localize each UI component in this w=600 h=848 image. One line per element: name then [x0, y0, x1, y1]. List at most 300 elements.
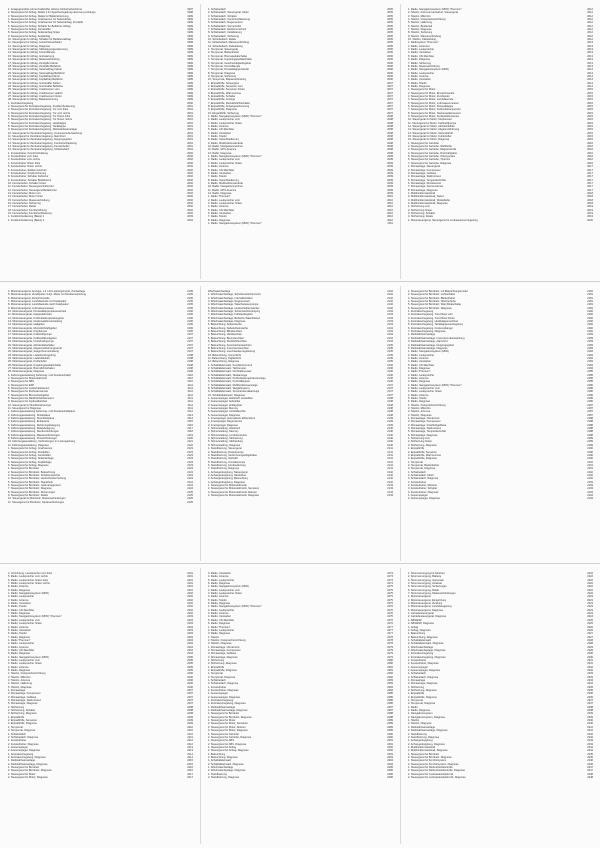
- toc-entry-title: 3. Radio, Lautsprecher: [408, 48, 435, 52]
- toc-entry-title: 1. Diebstahlwarnanlage: [8, 759, 36, 763]
- toc-entry-page: 2121: [187, 440, 193, 444]
- toc-entry-title: 2. Wischwaschanlage, Diagnose: [208, 769, 246, 773]
- toc-entry-page: 2005: [387, 34, 393, 38]
- toc-entry-page: 2007: [387, 88, 393, 92]
- toc-entry-page: 2201: [187, 585, 193, 589]
- toc-entry-title: 2. Diebstahlwarnanlage, Diagnose: [208, 709, 248, 713]
- toc-entry-title: 8. Wischwaschanlage, Beheizte Waschdusen: [208, 316, 261, 320]
- toc-entry-page: 2124: [187, 487, 193, 491]
- toc-entry-page: 2289: [387, 725, 393, 729]
- toc-entry-title: 4. Radio, Verstarker: [408, 360, 431, 364]
- toc-entry-page: 2002: [187, 188, 193, 192]
- toc-entry-title: 5. Motorsteuergerat, Diagnose: [408, 608, 444, 612]
- toc-entry-page: 2279: [387, 655, 393, 659]
- toc-entry-page: 2285: [387, 695, 393, 699]
- toc-entry-title: 10. Fahrzeugausstattung, Verbindungen im Leitungsstrang: [8, 440, 76, 444]
- toc-entry-title: 2. Schalttafeleinsatz, Diagnose: [208, 762, 244, 766]
- toc-entry-page: 2015: [587, 104, 593, 108]
- toc-entry-title: 3. Fensterheber, Schalter: [408, 487, 438, 491]
- toc-entry-page: 2141: [387, 453, 393, 457]
- toc-entry-page: 1999: [187, 51, 193, 55]
- toc-entry-page: 2017: [587, 188, 593, 192]
- toc-entry-title: 18. Steuergerat fur Airbag, Zundpille Beifahrer: [8, 64, 61, 68]
- toc-entry-title: 1. Steuergerat fur Getriebe: [408, 141, 439, 145]
- toc-entry-page: 2124: [187, 467, 193, 471]
- toc-entry-page: 2019: [587, 205, 593, 209]
- toc-entry-title: 2. Radio, Diagnose: [408, 709, 431, 713]
- toc-entry-page: 2008: [387, 115, 393, 118]
- toc-entry-title: 4. Steuergerat fur Motor, Diagnose: [208, 729, 248, 733]
- toc-entry-page: 2347: [587, 769, 593, 773]
- toc-entry-title: 6. Standheizung, Fernbedienung: [208, 463, 246, 467]
- toc-entry-page: 1999: [187, 81, 193, 85]
- toc-entry-page: 2341: [587, 729, 593, 733]
- toc-entry-page: 2124: [187, 470, 193, 474]
- toc-entry-page: 2188: [587, 433, 593, 437]
- toc-entry-page: 2001: [187, 115, 193, 118]
- page-divider: [0, 563, 600, 564]
- toc-entry-title: 2. Steuergerat fur Bordnetz, Diagnose: [408, 755, 452, 759]
- toc-entry-title: 11. Motorsteuergerat, Gaspedalmodul: [8, 313, 52, 317]
- toc-entry-page: 2133: [387, 316, 393, 320]
- toc-entry-page: 2107: [187, 343, 193, 347]
- toc-entry-title: 2. Tempomat, Bedienhebel: [208, 51, 239, 55]
- toc-entry-page: 2215: [187, 759, 193, 763]
- toc-entry-title: 3. Einparkhilfe, Diagnose: [8, 722, 37, 726]
- toc-entry-page: 2007: [387, 94, 393, 98]
- toc-entry-title: 3. Aussenspiegel, anklappbar: [208, 403, 242, 407]
- toc-entry-page: 2132: [387, 306, 393, 310]
- toc-entry-title: 3. Radio, Verstarker: [208, 572, 231, 575]
- toc-entry-page: 2341: [587, 725, 593, 729]
- toc-entry-title: 4. Radio, Antenne: [208, 595, 229, 599]
- toc-entry-page: 2009: [387, 181, 393, 185]
- toc-entry-page: 2002: [187, 175, 193, 179]
- toc-entry-title: 1. Klimaanlage, Steuergerat: [408, 165, 441, 169]
- toc-entry-title: 7. Motorsteuergerat, Lambdasonde vor Katalysator: [8, 300, 67, 304]
- toc-entry-page: 2201: [187, 578, 193, 582]
- toc-entry-page: 2008: [387, 135, 393, 139]
- toc-entry-title: 1. Aussenspiegel: [408, 493, 428, 497]
- toc-entry-title: 9. Telefon, Masseverbindung: [408, 34, 442, 38]
- toc-entry-page: 2286: [387, 702, 393, 706]
- toc-entry-title: 2. Radio, Lautsprecher vorn: [208, 588, 241, 592]
- toc-entry-title: 9. Radio, Diagnose: [8, 588, 31, 592]
- toc-entry-page: 2140: [387, 427, 393, 431]
- toc-entry-page: 2208: [187, 712, 193, 716]
- toc-entry-page: 2012: [587, 18, 593, 22]
- toc-entry-page: 2329: [587, 648, 593, 652]
- toc-entry-page: 1999: [187, 38, 193, 42]
- toc-entry-title: 1. Schiebedach: [8, 732, 26, 736]
- toc-entry-page: 2217: [187, 775, 193, 779]
- toc-entry-page: 2001: [187, 131, 193, 135]
- toc-entry-title: 2. Klimaanlage, Kompressor: [8, 692, 41, 696]
- toc-entry-title: 9. Fahrzeugausstattung, Plusverbindungen: [8, 437, 58, 441]
- toc-entry-title: 3. Steuergerat fur Motorelektronik, Aktoren: [208, 490, 257, 494]
- toc-entry-page: 2206: [187, 675, 193, 679]
- toc-entry-page: 2014: [587, 81, 593, 85]
- toc-entry-title: 4. Radio, Antenne: [408, 393, 429, 397]
- toc-entry-page: 2278: [387, 635, 393, 639]
- column-divider: [400, 568, 401, 844]
- toc-entry-title: 7. Wischwaschanlage, Fullstandsgeber: [208, 313, 253, 317]
- toc-entry-page: 2138: [387, 407, 393, 411]
- toc-entry-page: 2194: [587, 493, 593, 497]
- toc-entry-page: 2204: [187, 642, 193, 646]
- toc-entry-page: 2001: [187, 118, 193, 122]
- toc-entry-title: 14. Steuergerat fur Zentralverriegelung, Fensterheber: [8, 145, 70, 149]
- toc-entry-page: 2001: [187, 121, 193, 125]
- toc-entry-page: 2337: [587, 699, 593, 703]
- toc-entry-page: 2134: [387, 336, 393, 340]
- toc-entry-title: 1. Radio, Navigationssystem (MFD): [408, 350, 449, 354]
- toc-entry-page: 2001: [187, 108, 193, 112]
- toc-entry-title: 1. Fensterheber: [208, 685, 227, 689]
- toc-entry-title: 1. Airbag: [408, 625, 419, 629]
- toc-entry-page: 2108: [187, 366, 193, 370]
- toc-entry-page: 2274: [387, 582, 393, 586]
- toc-entry-title: 6. Telefon, Bedienteil: [408, 24, 433, 28]
- toc-entry-page: 2276: [387, 605, 393, 609]
- toc-entry-page: 2293: [387, 752, 393, 756]
- toc-entry-title: 2. Sitzverstellung, Memory: [208, 430, 239, 434]
- toc-entry-page: 2202: [187, 595, 193, 599]
- toc-entry-title: 10. Fensterheber, Schalter hinten: [8, 181, 47, 185]
- toc-entry-page: 2182: [587, 330, 593, 334]
- toc-entry-page: 2182: [587, 320, 593, 324]
- toc-entry-title: 8. Schiebedach, Initialisierung: [208, 31, 243, 35]
- toc-entry-title: 2. Steuergerat fur Motorelektronik: [8, 376, 47, 380]
- toc-entry-page: 2204: [187, 645, 193, 649]
- toc-entry-title: 9. Beleuchtung, Leuchtweitenregulierung: [208, 350, 256, 354]
- toc-entry-title: 6. Beleuchtung, Ruckfahrleuchten: [208, 340, 247, 344]
- toc-entry-page: 2015: [587, 121, 593, 125]
- toc-entry-title: 2. Steuergerat fur Airbag, Diagnose: [208, 749, 249, 753]
- toc-entry-page: 2192: [587, 470, 593, 474]
- toc-entry-page: 2016: [587, 151, 593, 155]
- toc-entry-title: 2. Schiebedach, Diagnose: [408, 675, 439, 679]
- toc-entry-page: 2119: [187, 433, 193, 437]
- toc-entry-title: 4. Tempomat, Kupplungspedalschalter: [208, 58, 253, 62]
- toc-entry-title: 1. Radio "Premium": [408, 370, 431, 374]
- toc-entry-title: 3. Klimaanlage, Geblase: [208, 652, 237, 656]
- toc-entry-title: 25. Motorsteuergerat, Kuhlerlufter: [8, 360, 47, 364]
- toc-entry-page: 2008: [387, 151, 393, 155]
- toc-entry-title: 2. Schalttafeleinsatz, Diagnose: [408, 642, 444, 646]
- toc-entry-title: 3. Fahrzeugausstattung, Stromlaufplane: [8, 417, 55, 421]
- toc-entry-title: 4. Multifunktionslenkrad, Diagnose: [408, 201, 448, 205]
- toc-entry-page: 2007: [387, 81, 393, 85]
- toc-entry-title: 7. Fahrzeugausstattung, Steckverbindungen: [8, 430, 59, 434]
- toc-entry-title: 11. Radio, GPS-Antenne: [208, 148, 237, 152]
- toc-entry-title: 2. Zentralverriegelung, Diagnose: [208, 702, 246, 706]
- toc-entry-page: 2181: [587, 300, 593, 304]
- toc-entry-page: 2017: [587, 178, 593, 182]
- toc-entry-page: 2002: [187, 185, 193, 189]
- toc-entry-title: 2. Radio, Lautsprecher vorn: [8, 658, 41, 662]
- toc-entry-page: 2335: [587, 689, 593, 693]
- toc-entry-title: 6. Fahrzeugausstattung, Relaisbelegung: [8, 427, 55, 431]
- toc-entry-title: 4. Sitzheizung, Relais: [408, 215, 433, 219]
- toc-entry-page: 2014: [587, 74, 593, 78]
- toc-entry-title: 5. Steuergerat fur Zentralverriegelung, Tur hinten links: [8, 115, 71, 118]
- toc-entry-title: 6. Radio, Lautsprecher hinten links: [8, 578, 48, 582]
- toc-entry-title: 6. Radio, CD-Wechsler: [8, 608, 35, 612]
- toc-entry-title: 2. Steuergerat fur Airbag, Relais 2 fur Speicherregelung Hemmung Anhange: [8, 11, 96, 15]
- toc-entry-title: 1. Einparkhilfe: [208, 665, 225, 669]
- toc-entry-page: 2111: [187, 383, 193, 387]
- toc-entry-page: 2342: [587, 732, 593, 736]
- toc-entry-title: 9. Radio, Multifunktionslenkrad: [208, 141, 244, 145]
- toc-entry-title: 1. Telefon: [208, 635, 220, 639]
- toc-entry-title: 4. Radio, CD-Wechsler: [8, 648, 35, 652]
- toc-entry-title: 6. Fensterheber, Einklemmschutz: [8, 168, 47, 172]
- toc-entry-title: 10. Motorsteuergerat, Drosselklappensteuereinheit: [8, 310, 67, 314]
- toc-entry-page: 2280: [387, 658, 393, 662]
- toc-entry-title: 28. Steuergerat fur Airbag, Batterietrennung: [8, 98, 59, 102]
- toc-entry-title: 1. Wischwaschanlage: [208, 765, 234, 769]
- toc-entry-page: 1999: [187, 61, 193, 65]
- toc-entry-page: 2190: [587, 457, 593, 461]
- toc-entry-title: 2. Sitzheizung, Diagnose: [408, 689, 437, 693]
- toc-entry-title: 4. Fensterheber, Diagnose: [408, 490, 439, 494]
- toc-entry-title: 5. Stromversorgung, Sicherungen: [408, 585, 447, 589]
- toc-entry-page: 2295: [387, 765, 393, 769]
- toc-entry-page: 2136: [387, 366, 393, 370]
- toc-entry-title: 11. Steuergerat fur Diagnose: [8, 407, 42, 411]
- toc-entry-page: 2183: [587, 336, 593, 340]
- toc-entry-page: 2014: [587, 84, 593, 88]
- toc-entry-title: 5. Steuergerat fur Bordnetz, Signalhorn: [8, 480, 54, 484]
- toc-entry-title: 14. Steuergerat fur Motor, Sekundarluft: [408, 131, 453, 135]
- toc-entry-title: 2. Radio, Lautsprecher vorn: [8, 618, 41, 622]
- toc-entry-title: 10. Telefon, Kabelstrang: [408, 38, 436, 42]
- toc-entry-page: 2002: [187, 191, 193, 195]
- toc-entry-page: 2284: [387, 689, 393, 693]
- toc-entry-page: 2193: [587, 490, 593, 494]
- toc-entry-title: 1. Tempomat: [408, 460, 423, 464]
- toc-entry-page: 2181: [587, 303, 593, 307]
- toc-entry-page: 2203: [187, 622, 193, 626]
- toc-entry-page: 2016: [587, 155, 593, 159]
- toc-entry-page: 2007: [387, 101, 393, 105]
- toc-entry-page: 2140: [387, 437, 393, 441]
- toc-entry-page: 2191: [587, 467, 593, 471]
- toc-entry: [8, 776, 193, 779]
- toc-entry-page: 2009: [387, 185, 393, 189]
- toc-entry-title: 1. Motorsteuergerat, Steuergerat fur Lenksaulenverriegelung: [408, 218, 478, 222]
- toc-entry-page: 2274: [387, 575, 393, 579]
- toc-entry-title: 2. Klimaanlage, Diagnose: [408, 682, 438, 686]
- toc-entry-page: 2132: [387, 300, 393, 304]
- toc-entry-page: 2212: [187, 742, 193, 746]
- toc-entry-title: 2. Steuergerat fur Airbag, Zundpillen: [8, 450, 50, 454]
- toc-entry-title: 1. Anhangerkupplung, Steuergerat: [208, 470, 248, 474]
- toc-entry-title: 1. Einparkhilfe: [8, 715, 25, 719]
- toc-entry-page: 2285: [387, 692, 393, 696]
- toc-entry-page: 2279: [387, 652, 393, 656]
- toc-entry-title: 6. Motorsteuergerat, Einspritzventile: [8, 296, 50, 300]
- toc-entry-title: 4. Steuergerat fur Airbag, Crashsensor fur Seitenairbag: [8, 18, 72, 22]
- toc-entry-title: 5. Motorsteuergerat, Zundspulen 4-Zyl.-Motor mit Direkteinspritzung: [8, 293, 86, 297]
- toc-entry-title: 1. Diebstahlwarnanlage: [408, 725, 436, 729]
- toc-entry-title: 4. Radio, Antenne: [8, 625, 29, 629]
- toc-entry-page: 2007: [387, 91, 393, 95]
- toc-entry-page: 2186: [587, 393, 593, 397]
- toc-entry-title: 3. Einparkhilfe, Sensoren hinten: [208, 88, 245, 92]
- toc-entry-title: 1. Radio, Navigationssystem (MFD): [208, 585, 249, 589]
- toc-entry-title: 3. Standheizung, Verbrennungsluftgeblase: [208, 453, 257, 457]
- toc-entry-page: 2002: [187, 151, 193, 155]
- toc-entry-page: 2015: [587, 115, 593, 118]
- toc-entry-page: 2005: [387, 18, 393, 22]
- toc-entry-page: 2204: [187, 638, 193, 642]
- toc-entry-page: 2006: [387, 71, 393, 75]
- toc-entry-page: 2018: [587, 201, 593, 205]
- toc-entry-page: 2322: [587, 582, 593, 586]
- toc-entry-title: 4. Einparkhilfe, Diagnose: [408, 457, 437, 461]
- toc-entry-title: 1. Telefon, Freisprecheinrichtung: [408, 403, 446, 407]
- toc-entry-page: 1999: [187, 58, 193, 62]
- toc-entry-title: 1. Fensterheber: [408, 480, 427, 484]
- toc-entry-page: 2185: [587, 380, 593, 384]
- toc-entry-page: 2017: [587, 165, 593, 169]
- toc-entry-title: 21. Steuergerat fur Airbag, Kopfairbag Fahrer: [8, 74, 61, 78]
- toc-entry-page: 2185: [587, 376, 593, 380]
- toc-entry-page: 1999: [187, 74, 193, 78]
- toc-entry-page: 2184: [587, 360, 593, 364]
- toc-entry-title: 2. Schiebedach, Motor: [408, 473, 434, 477]
- toc-entry-title: 1. Schiebedach: [408, 672, 426, 676]
- toc-entry-title: 1. Getriebesteuergerat: [408, 612, 434, 616]
- toc-entry-title: 1. Steuergerat fur Motor: [8, 772, 36, 776]
- toc-entry-page: 2108: [187, 356, 193, 360]
- toc-entry-page: 2001: [187, 125, 193, 129]
- toc-entry-title: 1. Navigationssystem: [408, 712, 433, 716]
- toc-entry-title: 1. Fahrzeugausstattung Fahrzeug- und Sonderschaltplane: [8, 410, 76, 414]
- toc-entry-page: 2211: [187, 732, 193, 736]
- toc-entry-page: 2207: [187, 689, 193, 693]
- toc-entry-page: 2278: [387, 642, 393, 646]
- toc-entry-title: 3. Radio, Lautsprecher hinten: [208, 592, 243, 596]
- toc-entry-page: 2008: [387, 128, 393, 132]
- toc-entry-title: 5. Radio, Verstarker: [8, 628, 31, 632]
- toc-entry-page: 2138: [387, 413, 393, 417]
- toc-entry-title: 9. Einparkhilfe, Diagnose: [208, 108, 237, 112]
- toc-entry-title: 3. Schiebedach, Diagnose: [408, 477, 439, 481]
- toc-entry-page: 2136: [387, 373, 393, 377]
- toc-entry-title: 23. Motorsteuergerat, Ladedruckregelung: [8, 353, 56, 357]
- toc-entry-title: 1. Tempomat: [408, 699, 423, 703]
- toc-entry-page: 2141: [387, 460, 393, 464]
- toc-entry-page: 2330: [587, 655, 593, 659]
- toc-entry-title: 2. Telefon, Mikrofon: [8, 675, 31, 679]
- toc-entry-page: 2184: [587, 363, 593, 367]
- toc-entry-title: 4. Motorsteuergerat, Lambdaregelung: [408, 605, 452, 609]
- toc-entry-title: 2. Sitzheizung hinten: [408, 208, 433, 212]
- toc-entry-page: 2296: [387, 772, 393, 776]
- toc-entry-title: 5. Sitzverstellung, Sitzbelufung: [208, 440, 244, 444]
- toc-entry-page: 2010: [387, 215, 393, 219]
- toc-entry-page: 2124: [187, 483, 193, 487]
- toc-entry-title: 2. Steuergerat fur Bordnetz, Diagnose: [208, 715, 252, 719]
- toc-entry-page: 2015: [587, 135, 593, 139]
- toc-entry-title: 2. Steuergerat fur Lenksaulenelektronik, Diagnose: [408, 775, 466, 779]
- toc-entry-title: 16. Steuergerat fur Motor, Diagnose: [408, 138, 450, 142]
- toc-entry-title: 1. Tempomat: [8, 725, 23, 729]
- column-divider: [200, 4, 201, 279]
- toc-entry-page: 2007: [387, 104, 393, 108]
- toc-entry-title: 2. Tempomat, Bedienhebel: [408, 463, 439, 467]
- toc-entry-title: 13. Fensterheber, Motor vorn: [8, 191, 42, 195]
- toc-entry-page: 2217: [187, 772, 193, 776]
- toc-entry-title: 4. Radio, Antenne: [208, 205, 229, 209]
- toc-entry-title: 11. Beleuchtung, Tagfahrlicht: [208, 356, 242, 360]
- toc-entry-title: 1. Stromversorgung fur Motoren: [408, 572, 445, 575]
- toc-entry-page: 2184: [587, 350, 593, 354]
- toc-entry-title: 2. Telefon, Diagnose: [408, 722, 432, 726]
- toc-column: [408, 572, 593, 842]
- toc-entry-title: 4. Radio, Antenne: [208, 125, 229, 129]
- toc-entry-page: 2287: [387, 709, 393, 713]
- toc-entry-page: 2277: [387, 632, 393, 636]
- toc-entry-page: 2216: [187, 765, 193, 769]
- toc-entry-title: 3. Radio, Lautsprecher hinten: [8, 662, 43, 666]
- toc-entry-title: 20. Steuergerat fur Airbag, Seitenairbag Beifahrer: [8, 71, 65, 75]
- toc-entry-page: 2002: [187, 208, 193, 212]
- toc-entry-page: 2015: [587, 125, 593, 129]
- toc-entry-page: 2006: [387, 48, 393, 52]
- toc-entry-page: 2281: [387, 665, 393, 669]
- toc-entry-page: 2122: [187, 443, 193, 447]
- toc-entry-title: 2. Schiebedach, Steuergerat, Motor: [208, 11, 249, 15]
- toc-entry-title: 2. Schiebedach, Diagnose: [8, 735, 39, 739]
- toc-entry-title: 2. Klimaanlage, Kompressor: [408, 420, 441, 424]
- toc-entry-page: 2015: [587, 138, 593, 142]
- toc-entry-title: 3. Radio, Diagnose: [208, 632, 231, 636]
- toc-entry-title: 19. Motorsteuergerat, Hochdruckpumpe: [8, 340, 54, 344]
- toc-entry-title: 1. ABS/ESP: [408, 618, 422, 622]
- toc-entry-page: 2323: [587, 595, 593, 599]
- toc-entry-title: 6. Steuergerat fur Airbag, Diagnose: [8, 463, 49, 467]
- toc-entry-page: 2202: [187, 598, 193, 602]
- toc-entry: [8, 219, 193, 222]
- toc-entry-page: 2190: [587, 447, 593, 451]
- toc-entry-page: 2135: [387, 350, 393, 354]
- toc-entry-page: 2139: [387, 417, 393, 421]
- toc-entry-title: 3. Telefon, Diagnose: [208, 642, 232, 646]
- toc-entry-title: 15. Fensterheber, Masseverbindung: [8, 198, 50, 202]
- toc-entry-page: 2205: [187, 662, 193, 666]
- toc-entry-page: 2193: [587, 487, 593, 491]
- toc-entry-page: 2106: [187, 323, 193, 327]
- toc-entry-title: 1. Tempomat, Steuergerat: [208, 48, 238, 52]
- toc-entry-page: 2016: [587, 158, 593, 162]
- toc-entry-page: 2281: [387, 668, 393, 672]
- toc-entry-page: 2340: [587, 719, 593, 723]
- toc-entry-title: 2. Radio, Lautsprecher: [8, 642, 35, 646]
- toc-entry-page: 2132: [387, 290, 393, 293]
- toc-entry-title: 3. Telefon, Antenne: [8, 679, 31, 682]
- toc-entry-title: 5. Steuergerat fur Lenkwinkelsensor: [8, 386, 50, 390]
- toc-entry-title: 1. Radiosystem "Premium": [408, 41, 439, 45]
- toc-entry-page: 2294: [387, 762, 393, 766]
- toc-entry-title: 6. Radio, Diagnose: [408, 366, 431, 370]
- toc-entry-title: 2. Radio, Lautsprecher: [408, 353, 435, 357]
- toc-entry-page: 2209: [187, 722, 193, 726]
- toc-entry-title: 2. Getriebesteuergerat, Diagnose: [408, 615, 447, 619]
